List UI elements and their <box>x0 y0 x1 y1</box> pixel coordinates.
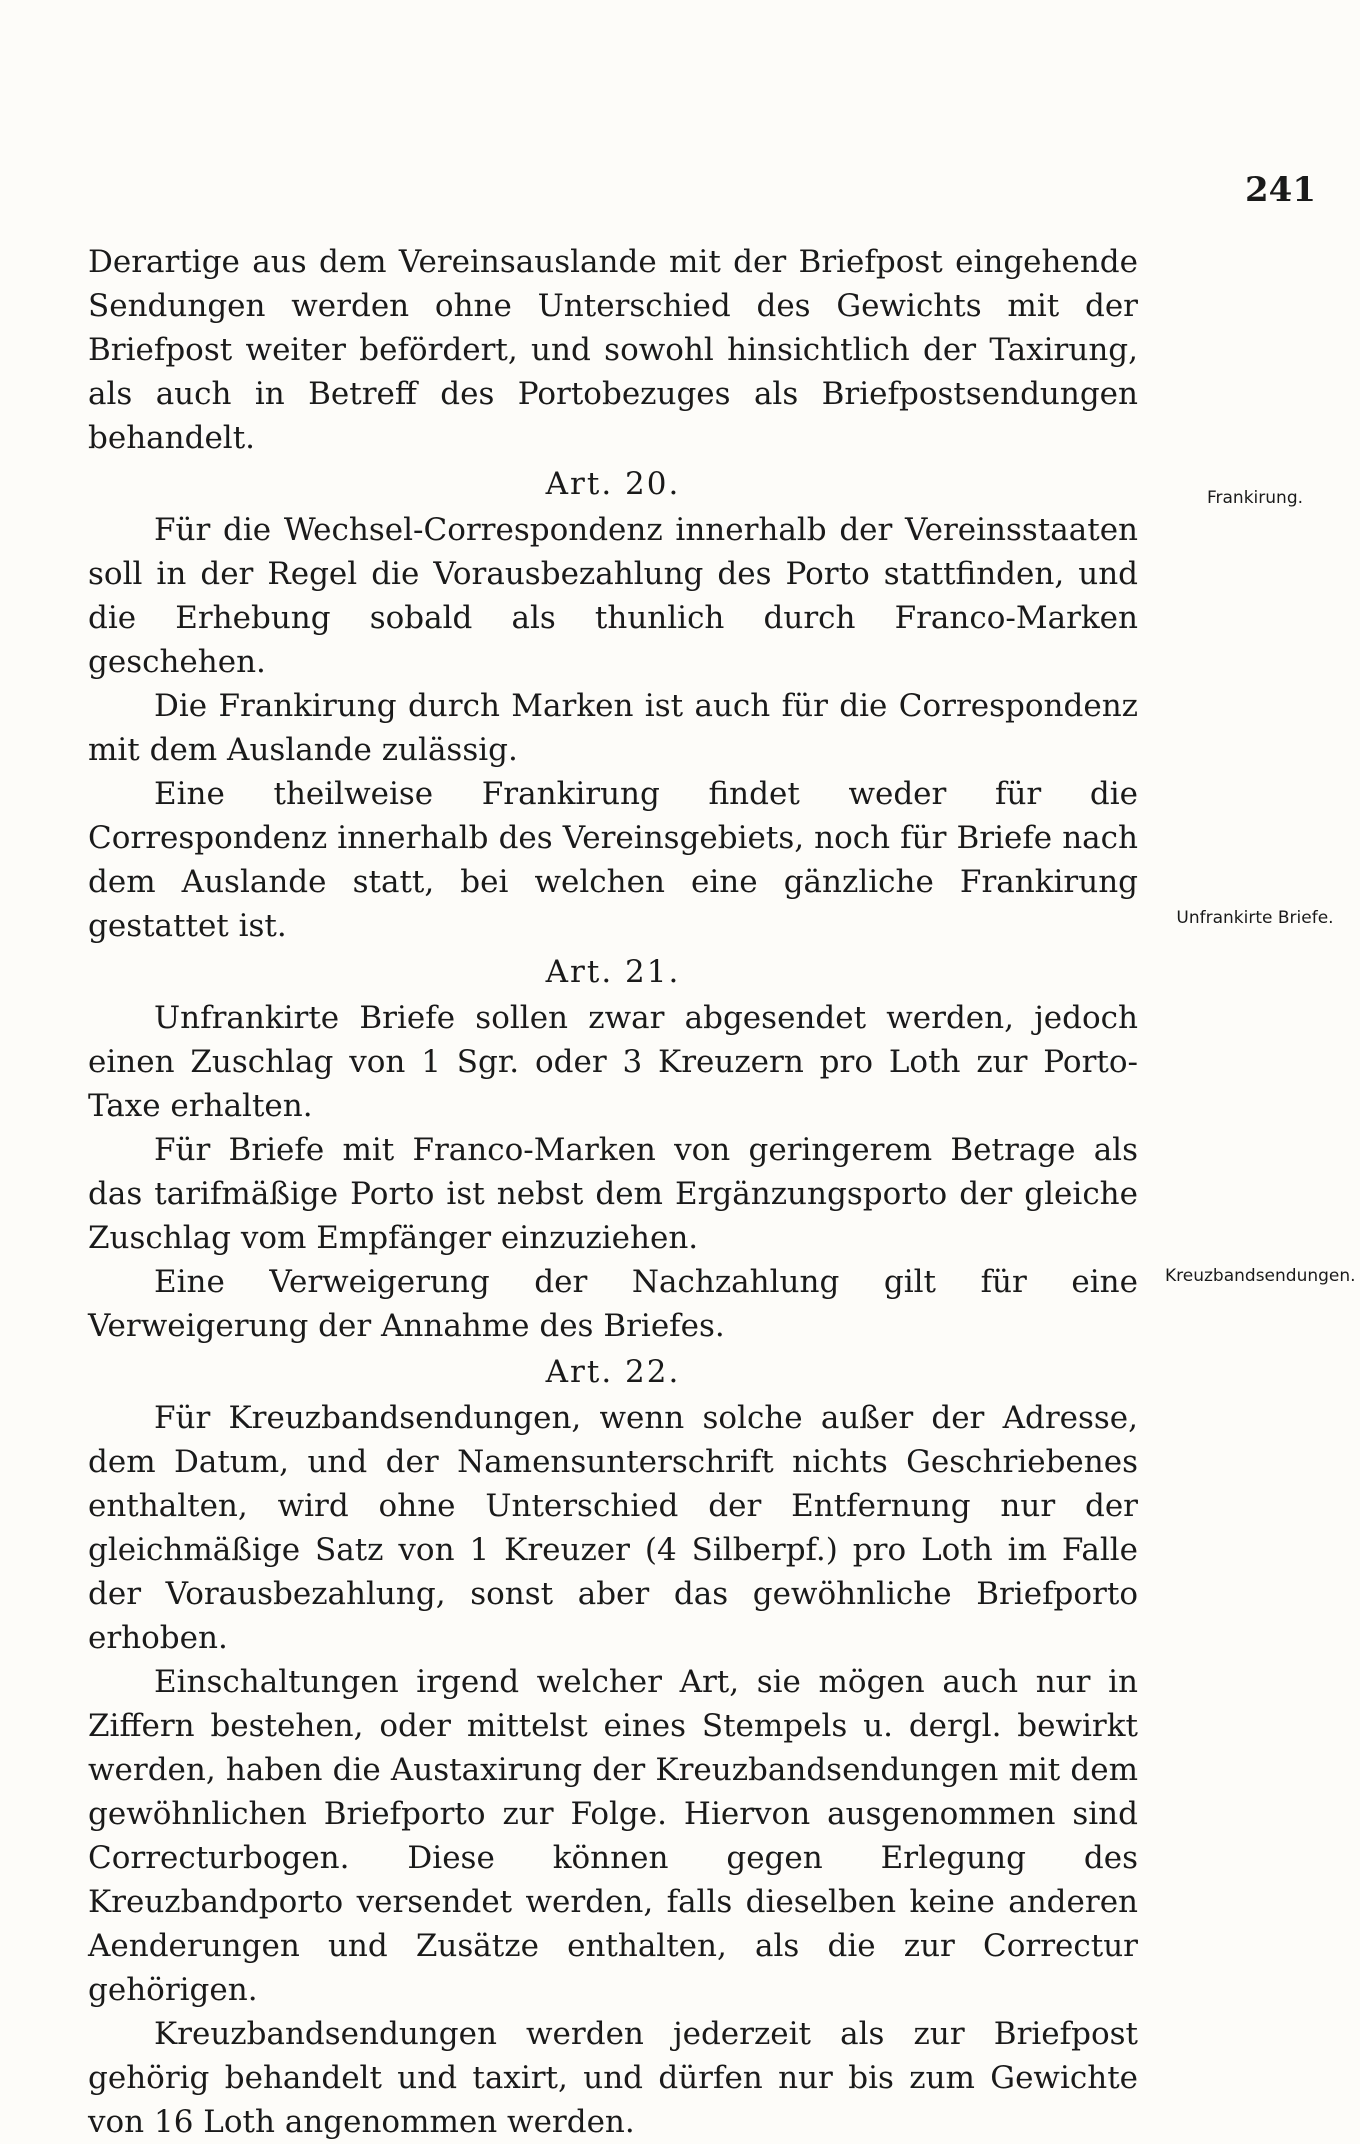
paragraph-art22-1: Für Kreuzbandsendungen, wenn solche außer der Adresse, dem Datum, und der Namensunterschrift nichts Geschriebenes enthalten, wird ohne Unterschied der Entfernung nur der gleichmäßige Satz von 1 Kreuzer (4 Silberpf.) pro Loth im Falle der Vorausbezahlung, sonst aber das gewöhnliche Briefporto erhoben. <box>88 1400 1138 1656</box>
paragraph-art21-3: Eine Verweigerung der Nachzahlung gilt für eine Verweigerung der Annahme des Briefes. <box>88 1264 1138 1344</box>
article-21-heading: Art. 21. <box>545 954 681 990</box>
paragraph-art20-2: Die Frankirung durch Marken ist auch für die Correspondenz mit dem Auslande zulässig. <box>88 688 1138 768</box>
margin-note-unfrankirte-briefe: Unfrankirte Briefe. <box>1176 908 1334 928</box>
paragraph-art22-2: Einschaltungen irgend welcher Art, sie mögen auch nur in Ziffern bestehen, oder mittelst eines Stempels u. dergl. bewirkt werden, haben die Austaxirung der Kreuzbandsendungen mit dem gewöhnlichen Briefporto zur Folge. Hiervon ausgenommen sind Correcturbogen. Diese können gegen Erlegung des Kreuzbandporto versendet werden, falls dieselben keine anderen Aenderungen und Zusätze enthalten, als die zur Correctur gehörigen. <box>88 1664 1138 2008</box>
article-22-heading: Art. 22. <box>545 1354 681 1390</box>
main-text <box>88 240 1138 2144</box>
page-number: 241 <box>1245 170 1316 210</box>
article-20-heading: Art. 20. <box>545 466 681 502</box>
margin-note-frankirung: Frankirung. <box>1206 488 1304 508</box>
paragraph-art20-1: Für die Wechsel-Correspondenz innerhalb der Vereinsstaaten soll in der Regel die Vorausbezahlung des Porto stattfinden, und die Erhebung sobald als thunlich durch Franco-Marken geschehen. <box>88 512 1138 680</box>
paragraph-art22-3: Kreuzbandsendungen werden jederzeit als zur Briefpost gehörig behandelt und taxirt, und dürfen nur bis zum Gewichte von 16 Loth angenommen werden. <box>88 2016 1138 2140</box>
paragraph-art21-1: Unfrankirte Briefe sollen zwar abgesendet werden, jedoch einen Zuschlag von 1 Sgr. oder 3 Kreuzern pro Loth zur Porto-Taxe erhalten. <box>88 1000 1138 1124</box>
paragraph-intro: Derartige aus dem Vereinsauslande mit der Briefpost eingehende Sendungen werden ohne Unterschied des Gewichts mit der Briefpost weiter befördert, und sowohl hinsichtlich der Taxirung, als auch in Betreff des Portobezuges als Briefpostsendungen behandelt. <box>88 244 1138 456</box>
paragraph-art21-2: Für Briefe mit Franco-Marken von geringerem Betrage als das tarifmäßige Porto ist nebst dem Ergänzungsporto der gleiche Zuschlag vom Empfänger einzuziehen. <box>88 1132 1138 1256</box>
paragraph-art20-3: Eine theilweise Frankirung findet weder für die Correspondenz innerhalb des Vereinsgebiets, noch für Briefe nach dem Auslande statt, bei welchen eine gänzliche Frankirung gestattet ist. <box>88 776 1138 944</box>
margin-note-kreuzbandsendungen: Kreuzbandsendungen. <box>1165 1266 1356 1286</box>
